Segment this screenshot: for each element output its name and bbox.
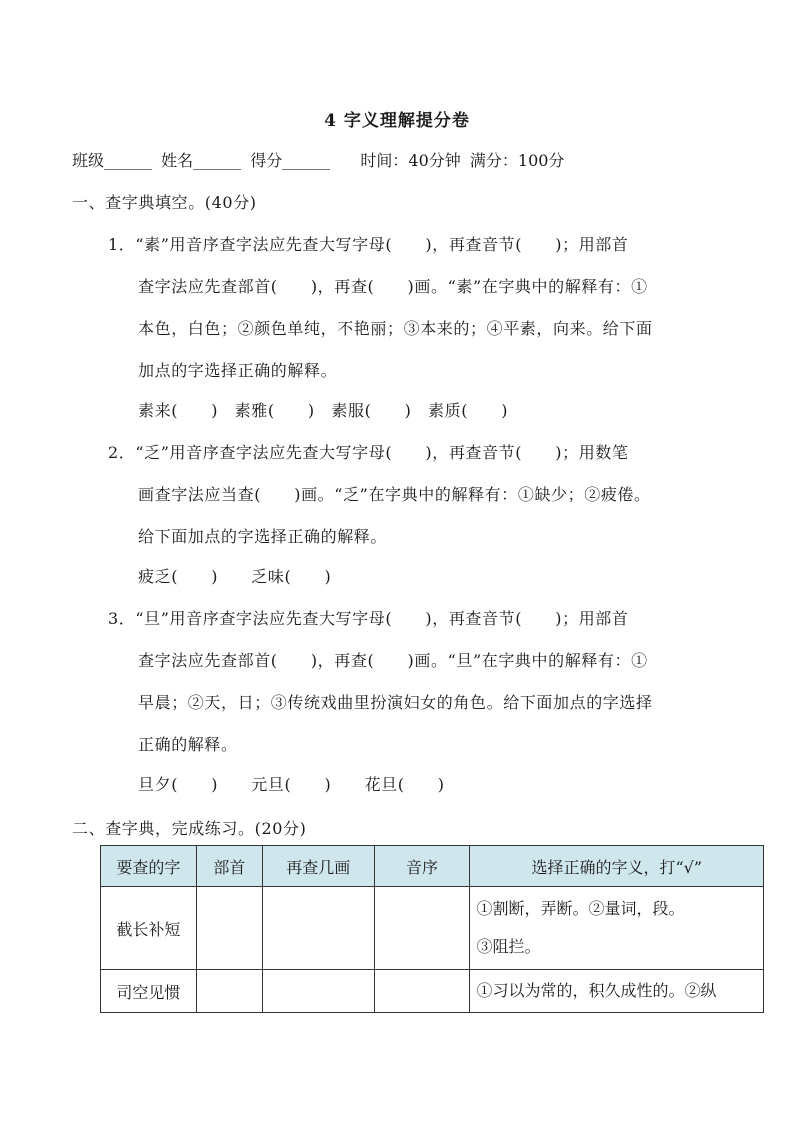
q1-answers: 素来( ) 素雅( ) 素服( ) 素质( ) xyxy=(138,401,509,420)
word-cell: 截长补短 xyxy=(101,887,197,970)
header-cell: 要查的字 xyxy=(101,846,197,887)
section2-heading: 二、查字典，完成练习。(20分) xyxy=(72,819,307,838)
q3-line: 早晨；②天，日；③传统戏曲里扮演妇女的角色。给下面加点的字选择 xyxy=(138,693,653,712)
table-row xyxy=(101,970,764,1013)
section1-heading: 一、查字典填空。(40分) xyxy=(72,193,257,212)
header-cell: 音序 xyxy=(374,846,470,887)
q3-line: 正确的解释。 xyxy=(138,735,238,754)
q1-line: 加点的字选择正确的解释。 xyxy=(138,361,338,380)
q1-line: 查字法应先查部首( )，再查( )画。“素”在字典中的解释有：① xyxy=(138,277,648,296)
phonetic-answer-cell[interactable] xyxy=(374,970,470,1013)
strokes-answer-cell[interactable] xyxy=(262,887,374,970)
q2-line: 给下面加点的字选择正确的解释。 xyxy=(138,527,388,546)
student-info-line xyxy=(72,148,568,171)
dictionary-table xyxy=(100,845,764,1013)
strokes-answer-cell[interactable] xyxy=(262,970,374,1013)
meaning-line: ①割断，弄断。②量词，段。 xyxy=(476,899,685,918)
table-header-row xyxy=(101,846,764,887)
meaning-cell[interactable] xyxy=(470,887,764,970)
page-title: 4 字义理解提分卷 xyxy=(324,111,470,131)
q3-answers: 旦夕( ) 元旦( ) 花旦( ) xyxy=(138,775,445,794)
q2-answers: 疲乏( ) 乏味( ) xyxy=(138,567,332,586)
word-cell: 司空见惯 xyxy=(101,970,197,1013)
header-cell: 部首 xyxy=(196,846,262,887)
meaning-line: ①习以为常的，积久成性的。②纵 xyxy=(476,981,717,1000)
q2-line: 2．“乏”用音序查字法应先查大写字母( )，再查音节( )；用数笔 xyxy=(108,443,629,462)
meaning-line: ③阻拦。 xyxy=(476,937,541,956)
time-limit: 时间：40分钟 xyxy=(360,151,461,170)
full-score: 满分：100分 xyxy=(469,151,565,170)
class-field: 班级______ xyxy=(72,151,153,170)
q3-line: 3．“旦”用音序查字法应先查大写字母( )，再查音节( )；用部首 xyxy=(108,609,629,628)
header-cell: 选择正确的字义，打“√” xyxy=(470,846,764,887)
header-cell: 再查几画 xyxy=(262,846,374,887)
q1-line: 本色，白色；②颜色单纯，不艳丽；③本来的；④平素，向来。给下面 xyxy=(138,319,653,338)
table-row xyxy=(101,887,764,970)
name-field: 姓名______ xyxy=(161,151,242,170)
meaning-cell[interactable] xyxy=(470,970,764,1013)
radical-answer-cell[interactable] xyxy=(196,970,262,1013)
score-field: 得分______ xyxy=(250,151,331,170)
q3-line: 查字法应先查部首( )，再查( )画。“旦”在字典中的解释有：① xyxy=(138,651,648,670)
q2-line: 画查字法应当查( )画。“乏”在字典中的解释有：①缺少；②疲倦。 xyxy=(138,485,651,504)
q1-line: 1．“素”用音序查字法应先查大写字母( )，再查音节( )；用部首 xyxy=(108,235,629,254)
radical-answer-cell[interactable] xyxy=(196,887,262,970)
phonetic-answer-cell[interactable] xyxy=(374,887,470,970)
